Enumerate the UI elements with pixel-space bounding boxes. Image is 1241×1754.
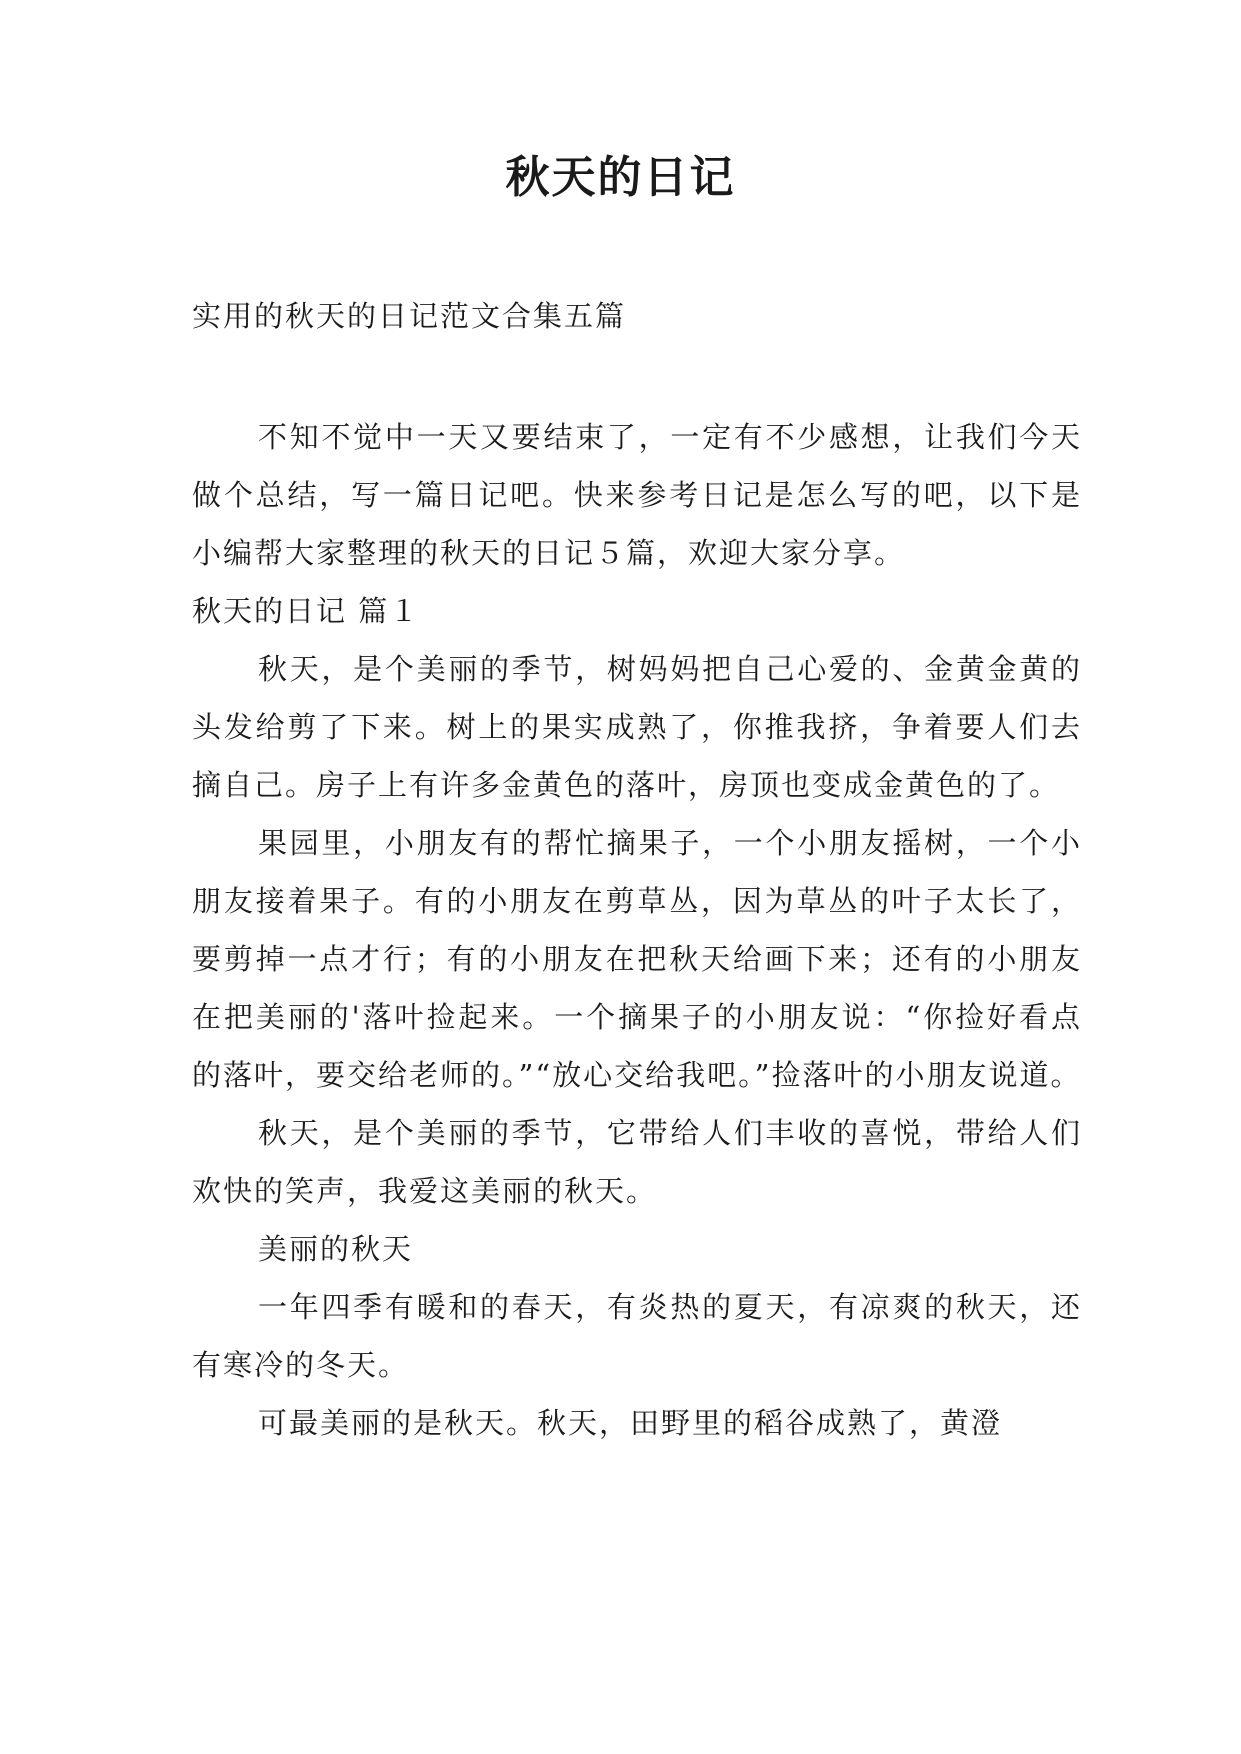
paragraph: 可最美丽的是秋天。秋天，田野里的稻谷成熟了，黄澄 bbox=[258, 1406, 1003, 1440]
paragraph: 不知不觉中一天又要结束了，一定有不少感想，让我们今天做个总结，写一篇日记吧。快来参考日记是怎么写的吧，以下是小编帮大家整理的秋天的日记５篇，欢迎大家分享。 bbox=[192, 420, 1082, 570]
paragraph: 果园里，小朋友有的帮忙摘果子，一个小朋友摇树，一个小朋友接着果子。有的小朋友在剪草丛，因为草丛的叶子太长了，要剪掉一点才行；有的小朋友在把秋天给画下来；还有的小朋友在把美丽的'落叶捡起来。一个摘果子的小朋友说：“你捡好看点的落叶，要交给老师的。”“放心交给我吧。”捡落叶的小朋友说道。 bbox=[192, 826, 1082, 1092]
paragraph: 一年四季有暖和的春天，有炎热的夏天，有凉爽的秋天，还有寒冷的冬天。 bbox=[192, 1290, 1082, 1382]
paragraph-subheading: 美丽的秋天 bbox=[258, 1232, 414, 1266]
document-title: 秋天的日记 bbox=[505, 152, 736, 203]
document-subtitle: 实用的秋天的日记范文合集五篇 bbox=[192, 299, 627, 333]
document-body bbox=[192, 408, 1082, 1452]
section-heading: 秋天的日记 篇１ bbox=[192, 594, 421, 628]
paragraph: 秋天，是个美丽的季节，它带给人们丰收的喜悦，带给人们欢快的笑声，我爱这美丽的秋天。 bbox=[192, 1116, 1082, 1208]
paragraph: 秋天，是个美丽的季节，树妈妈把自己心爱的、金黄金黄的头发给剪了下来。树上的果实成熟了，你推我挤，争着要人们去摘自己。房子上有许多金黄色的落叶，房顶也变成金黄色的了。 bbox=[192, 652, 1082, 802]
